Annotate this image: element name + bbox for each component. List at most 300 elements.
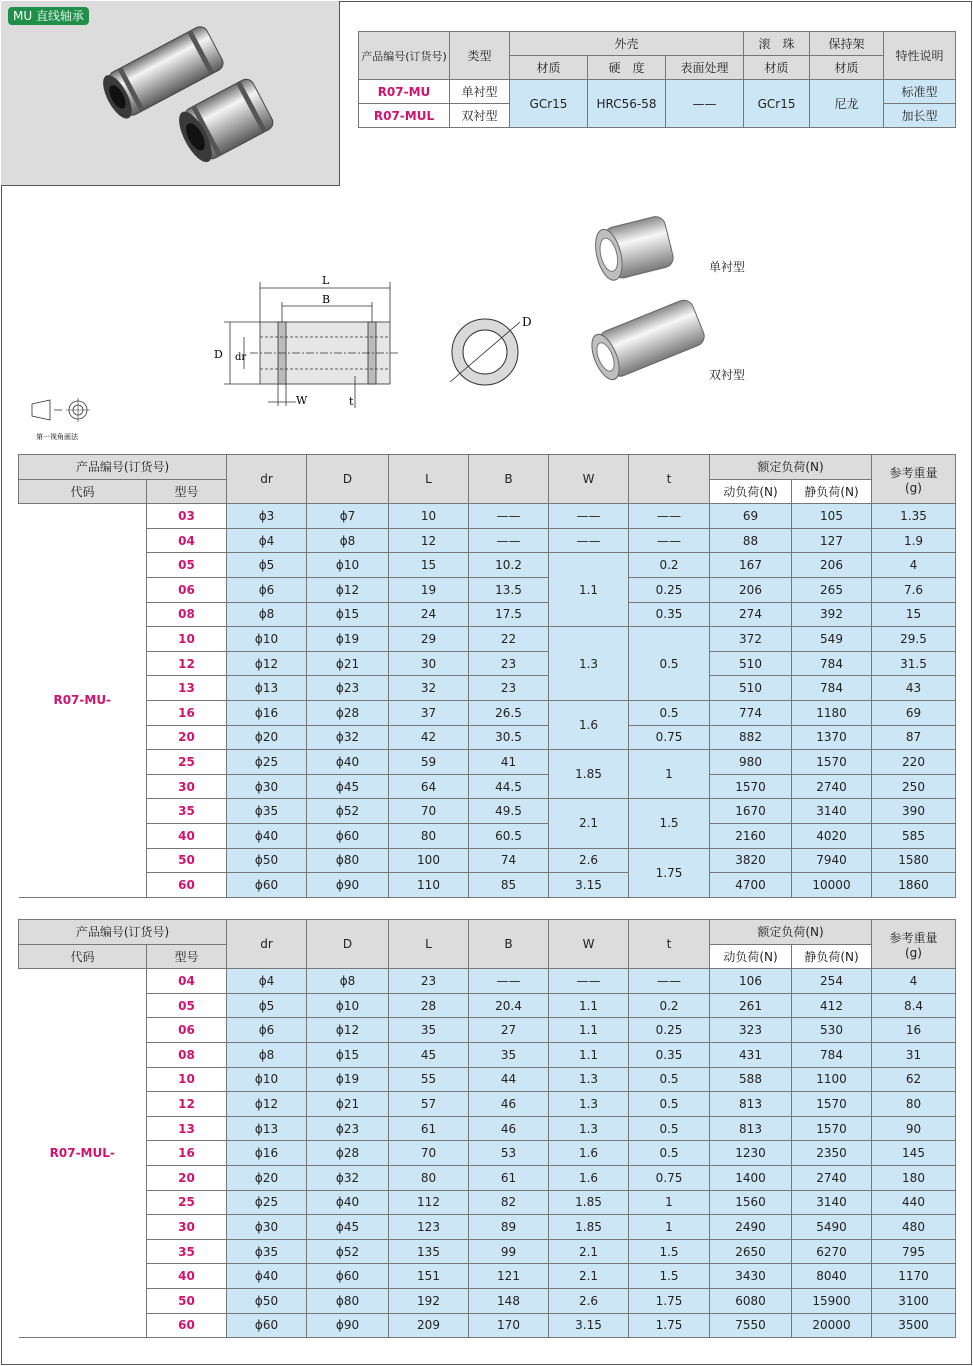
B-cell: 17.5 xyxy=(469,602,549,627)
weight-cell: 80 xyxy=(872,1092,956,1117)
D-cell: ϕ7 xyxy=(307,504,389,529)
L-cell: 45 xyxy=(389,1042,469,1067)
dr-cell: ϕ8 xyxy=(227,1042,307,1067)
table-row xyxy=(19,774,956,799)
W-cell: 1.85 xyxy=(549,750,629,799)
table-row xyxy=(19,1239,956,1264)
model-cell: 60 xyxy=(147,1313,227,1338)
dr-cell: ϕ30 xyxy=(227,774,307,799)
B-cell: 46 xyxy=(469,1092,549,1117)
W-cell: 3.15 xyxy=(549,873,629,898)
D-cell: ϕ21 xyxy=(307,651,389,676)
header-weight: 参考重量 (g) xyxy=(872,920,956,969)
spec-cage-material: 尼龙 xyxy=(810,80,884,128)
t-cell: 0.5 xyxy=(629,700,710,725)
model-cell: 03 xyxy=(147,504,227,529)
B-cell: 26.5 xyxy=(469,700,549,725)
weight-cell: 69 xyxy=(872,700,956,725)
dr-cell: ϕ40 xyxy=(227,823,307,848)
weight-cell: 1580 xyxy=(872,848,956,873)
dr-cell: ϕ13 xyxy=(227,676,307,701)
dynamic-load-cell: 274 xyxy=(710,602,792,627)
header-static: 静负荷(N) xyxy=(792,944,872,969)
table-row xyxy=(19,504,956,529)
static-load-cell: 4020 xyxy=(792,823,872,848)
t-cell: 0.5 xyxy=(629,1116,710,1141)
D-cell: ϕ19 xyxy=(307,627,389,652)
dr-cell: ϕ60 xyxy=(227,873,307,898)
dr-cell: ϕ16 xyxy=(227,1141,307,1166)
static-load-cell: 1100 xyxy=(792,1067,872,1092)
L-cell: 23 xyxy=(389,969,469,994)
header-W: W xyxy=(549,920,629,969)
L-cell: 110 xyxy=(389,873,469,898)
header-code: 代码 xyxy=(19,479,147,504)
dynamic-load-cell: 1560 xyxy=(710,1190,792,1215)
L-cell: 35 xyxy=(389,1018,469,1043)
spec-surface: —— xyxy=(666,80,744,128)
W-cell: —— xyxy=(549,504,629,529)
label-D-end: D xyxy=(522,315,532,329)
spec-table xyxy=(358,31,956,128)
static-load-cell: 254 xyxy=(792,969,872,994)
static-load-cell: 8040 xyxy=(792,1264,872,1289)
header-t: t xyxy=(629,920,710,969)
t-cell: 0.2 xyxy=(629,553,710,578)
B-cell: 121 xyxy=(469,1264,549,1289)
table-row xyxy=(19,993,956,1018)
dynamic-load-cell: 882 xyxy=(710,725,792,750)
projection-symbol xyxy=(28,398,108,444)
static-load-cell: 5490 xyxy=(792,1215,872,1240)
static-load-cell: 3140 xyxy=(792,1190,872,1215)
B-cell: 23 xyxy=(469,676,549,701)
dynamic-load-cell: 2650 xyxy=(710,1239,792,1264)
dr-cell: ϕ3 xyxy=(227,504,307,529)
D-cell: ϕ32 xyxy=(307,1165,389,1190)
table-row xyxy=(19,577,956,602)
L-cell: 61 xyxy=(389,1116,469,1141)
model-cell: 30 xyxy=(147,774,227,799)
dr-cell: ϕ6 xyxy=(227,577,307,602)
spec-type: 单衬型 xyxy=(450,80,510,104)
spec-feature: 标准型 xyxy=(884,80,956,104)
static-load-cell: 1180 xyxy=(792,700,872,725)
static-load-cell: 10000 xyxy=(792,873,872,898)
D-cell: ϕ40 xyxy=(307,750,389,775)
weight-cell: 1.35 xyxy=(872,504,956,529)
B-cell: 74 xyxy=(469,848,549,873)
D-cell: ϕ28 xyxy=(307,1141,389,1166)
B-cell: 148 xyxy=(469,1288,549,1313)
B-cell: 53 xyxy=(469,1141,549,1166)
dynamic-load-cell: 88 xyxy=(710,528,792,553)
static-load-cell: 2350 xyxy=(792,1141,872,1166)
spec-header-cage-material: 材质 xyxy=(810,56,884,80)
D-cell: ϕ60 xyxy=(307,1264,389,1289)
D-cell: ϕ80 xyxy=(307,848,389,873)
model-cell: 25 xyxy=(147,750,227,775)
weight-cell: 440 xyxy=(872,1190,956,1215)
spec-code: R07-MUL xyxy=(359,104,450,128)
L-cell: 59 xyxy=(389,750,469,775)
D-cell: ϕ52 xyxy=(307,1239,389,1264)
code-cell: R07-MU- xyxy=(19,504,147,898)
static-load-cell: 20000 xyxy=(792,1313,872,1338)
spec-type: 双衬型 xyxy=(450,104,510,128)
model-cell: 06 xyxy=(147,577,227,602)
dynamic-load-cell: 323 xyxy=(710,1018,792,1043)
model-cell: 13 xyxy=(147,676,227,701)
table-row xyxy=(19,823,956,848)
B-cell: 10.2 xyxy=(469,553,549,578)
static-load-cell: 784 xyxy=(792,651,872,676)
L-cell: 151 xyxy=(389,1264,469,1289)
W-cell: 1.3 xyxy=(549,627,629,701)
dynamic-load-cell: 1670 xyxy=(710,799,792,824)
D-cell: ϕ15 xyxy=(307,602,389,627)
t-cell: 0.75 xyxy=(629,725,710,750)
t-cell: 0.2 xyxy=(629,993,710,1018)
L-cell: 28 xyxy=(389,993,469,1018)
header-D: D xyxy=(307,920,389,969)
table-row xyxy=(19,1215,956,1240)
model-cell: 05 xyxy=(147,993,227,1018)
D-cell: ϕ60 xyxy=(307,823,389,848)
D-cell: ϕ19 xyxy=(307,1067,389,1092)
W-cell: 2.6 xyxy=(549,848,629,873)
model-cell: 05 xyxy=(147,553,227,578)
D-cell: ϕ23 xyxy=(307,676,389,701)
dr-cell: ϕ25 xyxy=(227,750,307,775)
D-cell: ϕ8 xyxy=(307,969,389,994)
model-cell: 08 xyxy=(147,1042,227,1067)
product-photo-panel xyxy=(1,1,340,186)
dynamic-load-cell: 6080 xyxy=(710,1288,792,1313)
category-tag: MU 直线轴承 xyxy=(8,7,89,25)
dynamic-load-cell: 980 xyxy=(710,750,792,775)
model-cell: 40 xyxy=(147,823,227,848)
dynamic-load-cell: 372 xyxy=(710,627,792,652)
header-rated-load: 额定负荷(N) xyxy=(710,920,872,945)
label-t: t xyxy=(349,395,354,408)
double-lining-bearing-image xyxy=(588,293,718,388)
weight-cell: 43 xyxy=(872,676,956,701)
B-cell: 99 xyxy=(469,1239,549,1264)
dr-cell: ϕ10 xyxy=(227,627,307,652)
static-load-cell: 1370 xyxy=(792,725,872,750)
header-W: W xyxy=(549,455,629,504)
static-load-cell: 2740 xyxy=(792,1165,872,1190)
spec-code: R07-MU xyxy=(359,80,450,104)
bearing-photo xyxy=(1,1,340,186)
static-load-cell: 127 xyxy=(792,528,872,553)
dynamic-load-cell: 261 xyxy=(710,993,792,1018)
dr-cell: ϕ6 xyxy=(227,1018,307,1043)
B-cell: 27 xyxy=(469,1018,549,1043)
W-cell: 1.85 xyxy=(549,1190,629,1215)
single-lining-bearing-image xyxy=(588,212,718,287)
weight-cell: 31.5 xyxy=(872,651,956,676)
static-load-cell: 784 xyxy=(792,676,872,701)
weight-cell: 62 xyxy=(872,1067,956,1092)
L-cell: 80 xyxy=(389,1165,469,1190)
table-row xyxy=(19,1313,956,1338)
dr-cell: ϕ50 xyxy=(227,1288,307,1313)
D-cell: ϕ28 xyxy=(307,700,389,725)
model-cell: 16 xyxy=(147,700,227,725)
dynamic-load-cell: 431 xyxy=(710,1042,792,1067)
D-cell: ϕ8 xyxy=(307,528,389,553)
table-row xyxy=(19,1018,956,1043)
weight-cell: 585 xyxy=(872,823,956,848)
t-cell: 1.5 xyxy=(629,1264,710,1289)
model-cell: 04 xyxy=(147,969,227,994)
header-model: 型号 xyxy=(147,944,227,969)
B-cell: 20.4 xyxy=(469,993,549,1018)
spec-header-material: 材质 xyxy=(510,56,588,80)
dr-cell: ϕ35 xyxy=(227,1239,307,1264)
model-cell: 35 xyxy=(147,799,227,824)
spec-ball-material: GCr15 xyxy=(744,80,810,128)
weight-cell: 4 xyxy=(872,553,956,578)
weight-cell: 795 xyxy=(872,1239,956,1264)
spec-header-cage: 保持架 xyxy=(810,32,884,56)
header-code-group: 产品编号(订货号) xyxy=(19,455,227,480)
spec-header-shell: 外壳 xyxy=(510,32,744,56)
B-cell: 13.5 xyxy=(469,577,549,602)
header-B: B xyxy=(469,455,549,504)
dr-cell: ϕ35 xyxy=(227,799,307,824)
W-cell: —— xyxy=(549,969,629,994)
table-row xyxy=(19,1165,956,1190)
header-code-group: 产品编号(订货号) xyxy=(19,920,227,945)
dr-cell: ϕ30 xyxy=(227,1215,307,1240)
t-cell: 1.5 xyxy=(629,799,710,848)
spec-header-surface: 表面处理 xyxy=(666,56,744,80)
B-cell: 170 xyxy=(469,1313,549,1338)
spec-feature: 加长型 xyxy=(884,104,956,128)
header-dynamic: 动负荷(N) xyxy=(710,944,792,969)
dynamic-load-cell: 7550 xyxy=(710,1313,792,1338)
table-row xyxy=(19,700,956,725)
dynamic-load-cell: 588 xyxy=(710,1067,792,1092)
static-load-cell: 530 xyxy=(792,1018,872,1043)
B-cell: 60.5 xyxy=(469,823,549,848)
D-cell: ϕ32 xyxy=(307,725,389,750)
header-dr: dr xyxy=(227,920,307,969)
model-cell: 30 xyxy=(147,1215,227,1240)
D-cell: ϕ80 xyxy=(307,1288,389,1313)
table-row xyxy=(19,602,956,627)
t-cell: 0.5 xyxy=(629,1067,710,1092)
L-cell: 57 xyxy=(389,1092,469,1117)
L-cell: 10 xyxy=(389,504,469,529)
static-load-cell: 412 xyxy=(792,993,872,1018)
W-cell: 1.1 xyxy=(549,1042,629,1067)
dr-cell: ϕ8 xyxy=(227,602,307,627)
t-cell: 1 xyxy=(629,1190,710,1215)
t-cell: 0.5 xyxy=(629,1092,710,1117)
D-cell: ϕ12 xyxy=(307,577,389,602)
weight-cell: 16 xyxy=(872,1018,956,1043)
W-cell: 1.3 xyxy=(549,1092,629,1117)
dynamic-load-cell: 106 xyxy=(710,969,792,994)
dr-cell: ϕ25 xyxy=(227,1190,307,1215)
table-row xyxy=(19,750,956,775)
dynamic-load-cell: 510 xyxy=(710,651,792,676)
dr-cell: ϕ12 xyxy=(227,651,307,676)
dr-cell: ϕ13 xyxy=(227,1116,307,1141)
W-cell: 2.1 xyxy=(549,799,629,848)
model-cell: 06 xyxy=(147,1018,227,1043)
spec-header-ball-material: 材质 xyxy=(744,56,810,80)
L-cell: 100 xyxy=(389,848,469,873)
B-cell: 22 xyxy=(469,627,549,652)
W-cell: 2.1 xyxy=(549,1239,629,1264)
L-cell: 24 xyxy=(389,602,469,627)
t-cell: 0.35 xyxy=(629,602,710,627)
dr-cell: ϕ50 xyxy=(227,848,307,873)
B-cell: 44 xyxy=(469,1067,549,1092)
L-cell: 32 xyxy=(389,676,469,701)
dr-cell: ϕ10 xyxy=(227,1067,307,1092)
dr-cell: ϕ40 xyxy=(227,1264,307,1289)
dynamic-load-cell: 206 xyxy=(710,577,792,602)
L-cell: 192 xyxy=(389,1288,469,1313)
dynamic-load-cell: 2160 xyxy=(710,823,792,848)
L-cell: 30 xyxy=(389,651,469,676)
header-dynamic: 动负荷(N) xyxy=(710,479,792,504)
model-cell: 40 xyxy=(147,1264,227,1289)
W-cell: 1.85 xyxy=(549,1215,629,1240)
dr-cell: ϕ5 xyxy=(227,993,307,1018)
t-cell: 1.75 xyxy=(629,1288,710,1313)
dynamic-load-cell: 1570 xyxy=(710,774,792,799)
weight-cell: 3100 xyxy=(872,1288,956,1313)
B-cell: 30.5 xyxy=(469,725,549,750)
dynamic-load-cell: 4700 xyxy=(710,873,792,898)
model-cell: 50 xyxy=(147,848,227,873)
mul-dimension-table xyxy=(18,919,956,1338)
header-rated-load: 额定负荷(N) xyxy=(710,455,872,480)
table-row xyxy=(19,799,956,824)
weight-cell: 15 xyxy=(872,602,956,627)
model-cell: 13 xyxy=(147,1116,227,1141)
L-cell: 42 xyxy=(389,725,469,750)
table-row xyxy=(19,1042,956,1067)
D-cell: ϕ45 xyxy=(307,1215,389,1240)
dynamic-load-cell: 813 xyxy=(710,1116,792,1141)
static-load-cell: 784 xyxy=(792,1042,872,1067)
D-cell: ϕ10 xyxy=(307,553,389,578)
model-cell: 16 xyxy=(147,1141,227,1166)
code-cell: R07-MUL- xyxy=(19,969,147,1338)
dr-cell: ϕ20 xyxy=(227,1165,307,1190)
model-cell: 35 xyxy=(147,1239,227,1264)
t-cell: 0.5 xyxy=(629,627,710,701)
L-cell: 55 xyxy=(389,1067,469,1092)
B-cell: 44.5 xyxy=(469,774,549,799)
W-cell: 1.3 xyxy=(549,1116,629,1141)
weight-cell: 390 xyxy=(872,799,956,824)
dr-cell: ϕ20 xyxy=(227,725,307,750)
L-cell: 15 xyxy=(389,553,469,578)
static-load-cell: 15900 xyxy=(792,1288,872,1313)
mu-dimension-table xyxy=(18,454,956,898)
table-row xyxy=(19,627,956,652)
dynamic-load-cell: 1230 xyxy=(710,1141,792,1166)
W-cell: 1.3 xyxy=(549,1067,629,1092)
L-cell: 37 xyxy=(389,700,469,725)
model-cell: 20 xyxy=(147,1165,227,1190)
static-load-cell: 1570 xyxy=(792,1092,872,1117)
model-cell: 60 xyxy=(147,873,227,898)
weight-cell: 7.6 xyxy=(872,577,956,602)
weight-cell: 480 xyxy=(872,1215,956,1240)
dr-cell: ϕ5 xyxy=(227,553,307,578)
L-cell: 70 xyxy=(389,1141,469,1166)
D-cell: ϕ45 xyxy=(307,774,389,799)
table-row xyxy=(19,969,956,994)
t-cell: 1.5 xyxy=(629,1239,710,1264)
model-cell: 04 xyxy=(147,528,227,553)
dr-cell: ϕ12 xyxy=(227,1092,307,1117)
static-load-cell: 206 xyxy=(792,553,872,578)
model-cell: 12 xyxy=(147,1092,227,1117)
W-cell: 1.1 xyxy=(549,993,629,1018)
model-cell: 10 xyxy=(147,627,227,652)
weight-cell: 220 xyxy=(872,750,956,775)
D-cell: ϕ21 xyxy=(307,1092,389,1117)
dynamic-load-cell: 2490 xyxy=(710,1215,792,1240)
dimension-drawing xyxy=(210,272,410,412)
header-weight: 参考重量 (g) xyxy=(872,455,956,504)
model-cell: 50 xyxy=(147,1288,227,1313)
B-cell: 23 xyxy=(469,651,549,676)
t-cell: 0.75 xyxy=(629,1165,710,1190)
header-t: t xyxy=(629,455,710,504)
table-row xyxy=(19,1264,956,1289)
t-cell: 0.35 xyxy=(629,1042,710,1067)
L-cell: 80 xyxy=(389,823,469,848)
label-L: L xyxy=(322,274,330,287)
table-row xyxy=(19,1116,956,1141)
D-cell: ϕ40 xyxy=(307,1190,389,1215)
B-cell: 46 xyxy=(469,1116,549,1141)
t-cell: 0.25 xyxy=(629,1018,710,1043)
label-W: W xyxy=(296,394,308,407)
weight-cell: 1860 xyxy=(872,873,956,898)
L-cell: 64 xyxy=(389,774,469,799)
static-load-cell: 392 xyxy=(792,602,872,627)
L-cell: 19 xyxy=(389,577,469,602)
table-row xyxy=(19,1190,956,1215)
spec-header-hardness: 硬 度 xyxy=(588,56,666,80)
static-load-cell: 1570 xyxy=(792,750,872,775)
t-cell: 0.25 xyxy=(629,577,710,602)
L-cell: 123 xyxy=(389,1215,469,1240)
dr-cell: ϕ4 xyxy=(227,528,307,553)
W-cell: 1.6 xyxy=(549,1165,629,1190)
table-row xyxy=(19,1288,956,1313)
weight-cell: 145 xyxy=(872,1141,956,1166)
L-cell: 135 xyxy=(389,1239,469,1264)
dr-cell: ϕ16 xyxy=(227,700,307,725)
table-row xyxy=(19,848,956,873)
B-cell: 41 xyxy=(469,750,549,775)
L-cell: 112 xyxy=(389,1190,469,1215)
